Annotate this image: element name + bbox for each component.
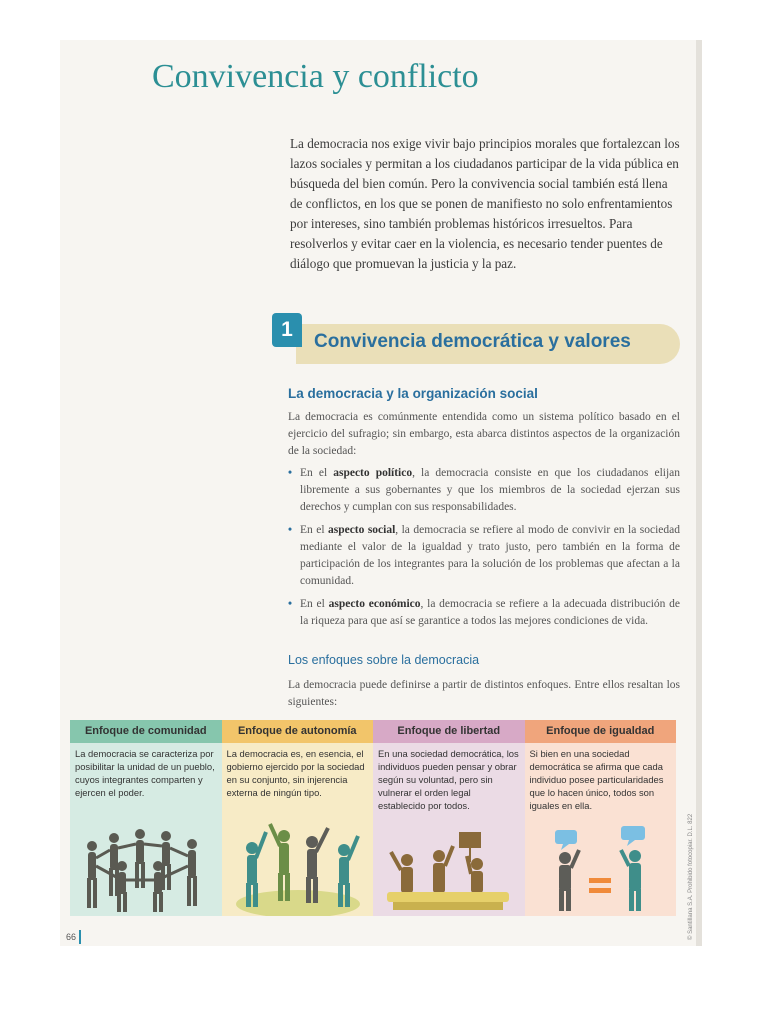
bullet-prefix: En el (300, 598, 329, 610)
bullet-term: aspecto social (327, 524, 396, 536)
subsection-title: La democracia y la organización social (288, 386, 538, 401)
aspects-list (288, 465, 680, 636)
podium-speakers-illustration (373, 816, 524, 916)
list-item (288, 596, 680, 630)
intro-paragraph: La democracia nos exige vivir bajo principios morales que fortalezcan los lazos sociales y permitan a los ciudadanos participar de la vida pública en búsqueda del bien común. Pero la convivencia social también está llena de conflictos, en los que se ponen de manifiesto no solo enfrentamientos por intereses, sino también problemas históricos irresueltos. Para resolverlos y evitar caer en la violencia, es necesario tender puentes de diálogo que promuevan la justicia y la paz. (290, 136, 680, 271)
page-edge (696, 40, 702, 946)
list-item (288, 465, 680, 516)
enfoques-title: Los enfoques sobre la democracia (288, 653, 480, 667)
card-comunidad (70, 720, 222, 916)
equals-icon (589, 878, 611, 883)
subsection-body: La democracia es comúnmente entendida como un sistema político basado en el ejercicio del sufragio; sin embargo, esta abarca distintos aspectos de la organización de la sociedad: (288, 411, 680, 457)
card-autonomia (222, 720, 374, 916)
card-title: Enfoque de autonomía (222, 720, 374, 743)
page-number: 66 (66, 932, 77, 942)
bullet-text: , la democracia se refiere al modo de convivir en la sociedad mediante el valor de la igualdad y trato justo, pero también en la forma de participación de los integrantes para la solución de los problemas que afectan a la comunidad. (300, 524, 680, 587)
enfoques-cards (70, 720, 676, 916)
copyright-notice: © Santillana S.A. Prohibido fotocopiar. D.L. 822 (688, 813, 694, 940)
card-text: La democracia es, en esencia, el gobierno ejercido por la sociedad en su conjunto, sin injerencia externa de ningún tipo. (226, 748, 365, 798)
bullet-text: , la democracia consiste en que los ciudadanos elijan libremente a sus gobernantes y que los miembros de la sociedad ejerzan sus derechos y cumplan con sus responsabilidades. (300, 467, 681, 513)
bullet-term: aspecto político (333, 467, 413, 479)
card-text: La democracia se caracteriza por posibilitar la unidad de un pueblo, cuyos integrantes comparten y ejercen el poder. (75, 748, 215, 798)
bullet-term: aspecto económico (328, 598, 421, 610)
people-circle-illustration (70, 816, 221, 916)
bullet-prefix: En el (300, 467, 334, 479)
page-number-bar (79, 930, 81, 944)
equality-illustration (525, 816, 676, 916)
enfoques-intro: La democracia puede definirse a partir de distintos enfoques. Entre ellos resaltan los siguientes: (288, 679, 680, 708)
bullet-text: , la democracia se refiere a la adecuada distribución de la riqueza para que así se garantice a todos las mejores condiciones de vida. (300, 598, 680, 627)
card-title: Enfoque de libertad (373, 720, 525, 743)
page-title: Convivencia y conflicto (152, 58, 479, 95)
card-igualdad (525, 720, 677, 916)
card-text: En una sociedad democrática, los individuos pueden pensar y obrar según su voluntad, pero sin vulnerar el orden legal establecido por todos. (378, 748, 519, 811)
list-item (288, 522, 680, 590)
card-libertad (373, 720, 525, 916)
card-text: Si bien en una sociedad democrática se afirma que cada individuo posee particularidades que lo hacen único, todos son iguales en ella. (529, 748, 664, 811)
section-number: 1 (272, 313, 302, 347)
card-title: Enfoque de igualdad (525, 720, 677, 743)
raised-hands-illustration (222, 816, 373, 916)
section-title: Convivencia democrática y valores (314, 331, 631, 352)
card-title: Enfoque de comunidad (70, 720, 222, 743)
bullet-prefix: En el (300, 524, 328, 536)
